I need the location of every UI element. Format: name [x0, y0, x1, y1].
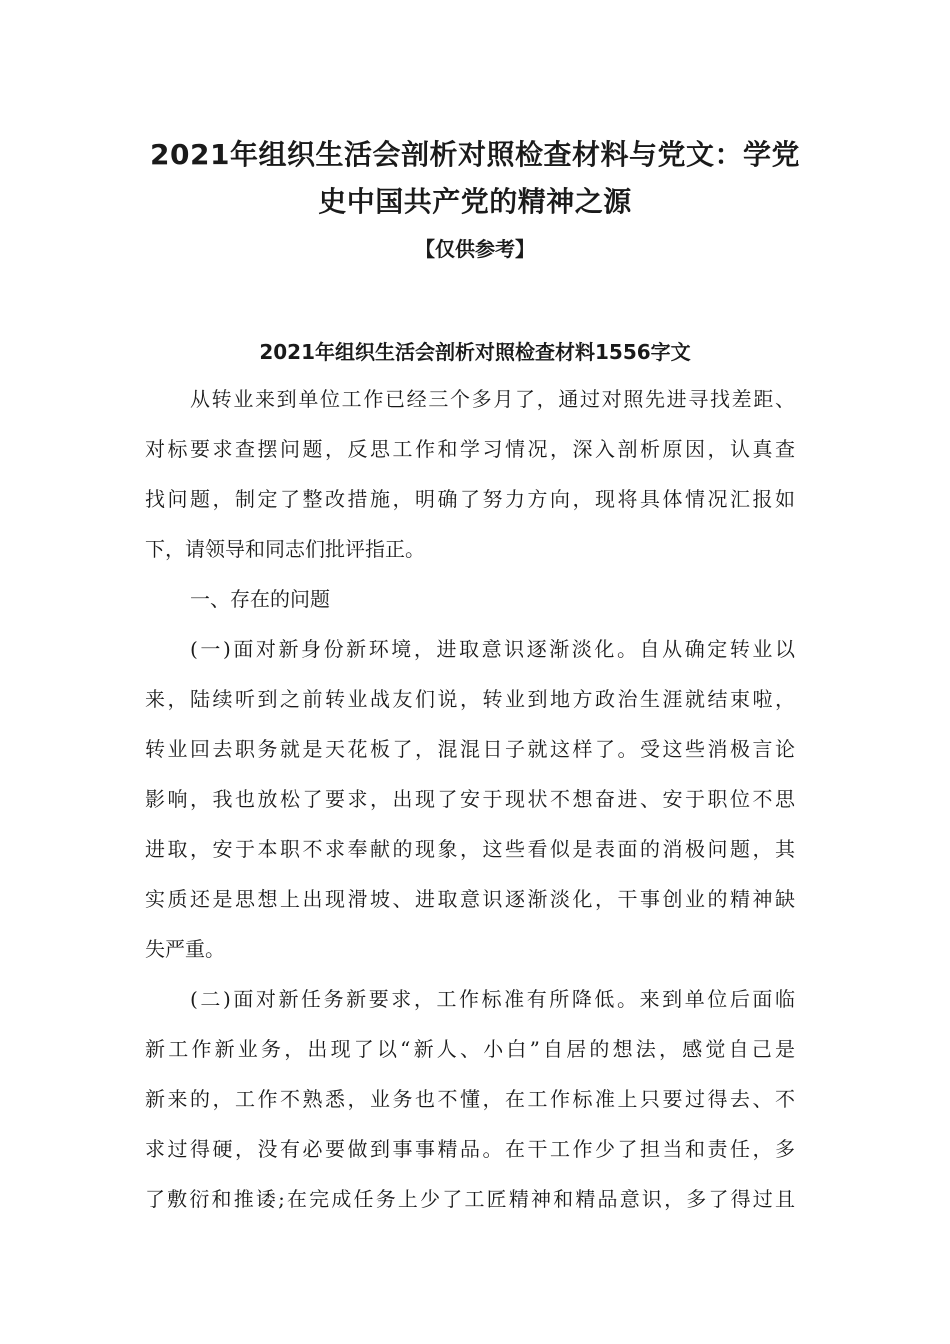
paragraph-line: 新来的，工作不熟悉，业务也不懂，在工作标准上只要过得去、不: [145, 1087, 795, 1111]
paragraph-line: 转业回去职务就是天花板了，混混日子就这样了。受这些消极言论: [145, 737, 795, 761]
paragraph-line: 对标要求查摆问题，反思工作和学习情况，深入剖析原因，认真查: [145, 437, 795, 461]
paragraph-line: 求过得硬，没有必要做到事事精品。在干工作少了担当和责任，多: [145, 1137, 795, 1161]
paragraph-line: (一)面对新身份新环境，进取意识逐渐淡化。自从确定转业以: [190, 637, 795, 661]
paragraph-line: (二)面对新任务新要求，工作标准有所降低。来到单位后面临: [190, 987, 795, 1011]
paragraph-line: 找问题，制定了整改措施，明确了努力方向，现将具体情况汇报如: [145, 487, 795, 511]
paragraph-line: 实质还是思想上出现滑坡、进取意识逐渐淡化，干事创业的精神缺: [145, 887, 795, 911]
reference-only-note: 【仅供参考】: [415, 237, 535, 261]
paragraph-line: 失严重。: [145, 937, 225, 961]
paragraph-line: 来，陆续听到之前转业战友们说，转业到地方政治生涯就结束啦，: [145, 687, 795, 711]
section-subheading: 一、存在的问题: [190, 587, 330, 611]
paragraph-line: 进取，安于本职不求奉献的现象，这些看似是表面的消极问题，其: [145, 837, 795, 861]
document-title-line-1: 2021年组织生活会剖析对照检查材料与党文：学党: [150, 138, 800, 171]
document-title-line-2: 史中国共产党的精神之源: [318, 185, 632, 218]
paragraph-line: 新工作新业务，出现了以“新人、小白”自居的想法，感觉自己是: [145, 1037, 795, 1061]
paragraph-line: 影响，我也放松了要求，出现了安于现状不想奋进、安于职位不思: [145, 787, 795, 811]
paragraph-line: 从转业来到单位工作已经三个多月了，通过对照先进寻找差距、: [190, 387, 795, 411]
paragraph-line: 了敷衍和推诿;在完成任务上少了工匠精神和精品意识，多了得过且: [145, 1187, 795, 1211]
section-heading: 2021年组织生活会剖析对照检查材料1556字文: [259, 340, 691, 364]
paragraph-line: 下，请领导和同志们批评指正。: [145, 537, 425, 561]
